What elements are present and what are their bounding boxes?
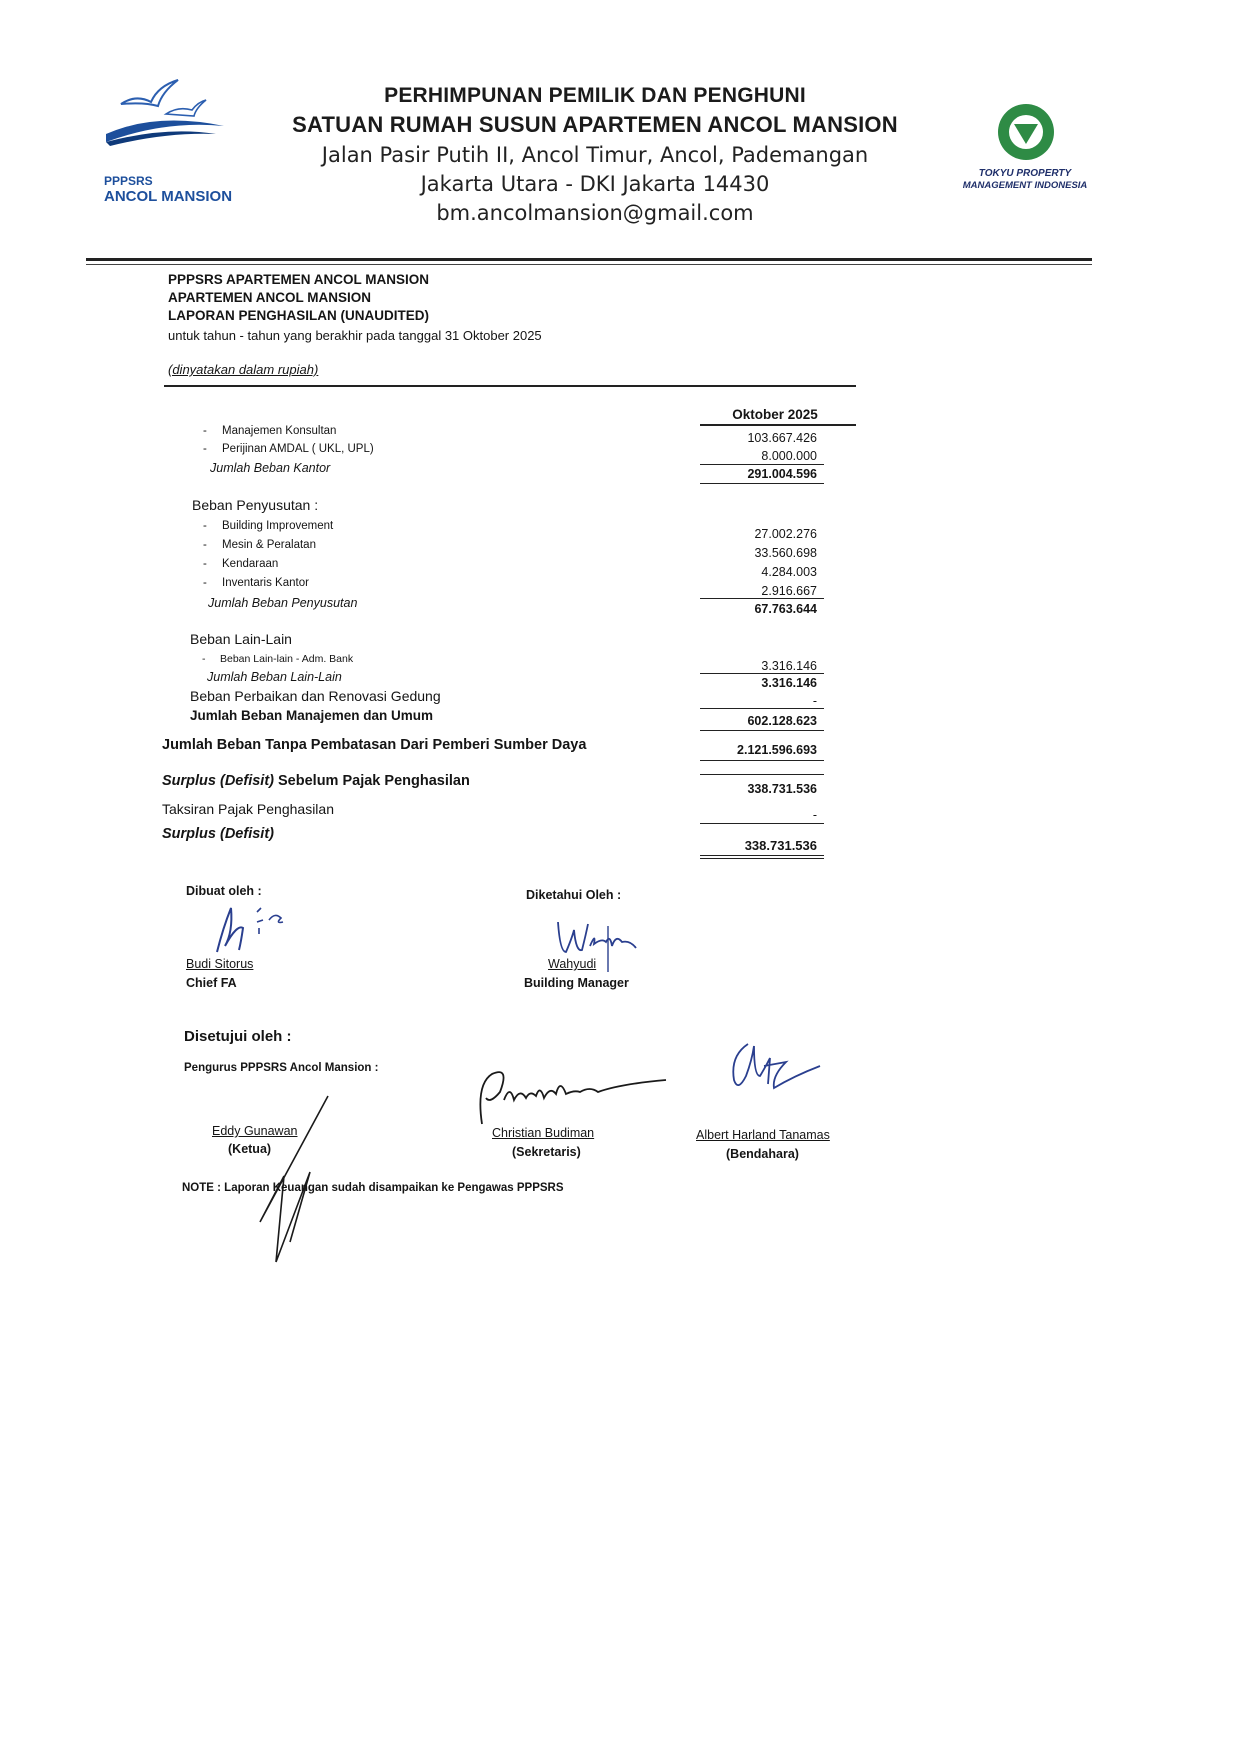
dibuat-role: Chief FA [186, 976, 237, 990]
ancol-mansion-logo [96, 76, 236, 146]
total-label-lain: Jumlah Beban Lain-Lain [207, 670, 342, 684]
dibuat-label: Dibuat oleh : [186, 884, 262, 898]
surplus-sebelum-italic: Surplus (Defisit) [162, 773, 274, 789]
report-title: LAPORAN PENGHASILAN (UNAUDITED) [168, 308, 429, 323]
entity-name-2: APARTEMEN ANCOL MANSION [168, 290, 372, 305]
column-header-rule [700, 424, 856, 426]
bullet: - [202, 653, 206, 665]
tokyu-logo [994, 102, 1058, 166]
line-value: 2.916.667 [761, 584, 817, 598]
line-value: 103.667.426 [747, 431, 817, 445]
line-label: Perijinan AMDAL ( UKL, UPL) [222, 443, 374, 455]
subtotal-rule [700, 673, 824, 674]
surplus-sebelum-pajak-value: 338.731.536 [747, 782, 817, 796]
double-rule-bottom [700, 858, 824, 859]
subtotal-rule [700, 708, 824, 709]
subtotal-rule [700, 730, 824, 731]
diketahui-role: Building Manager [524, 976, 629, 990]
total-value-lain: 3.316.146 [761, 676, 817, 690]
bullet: - [203, 539, 207, 551]
surplus-label: Surplus (Defisit) [162, 826, 274, 842]
line-label: Manajemen Konsultan [222, 425, 337, 437]
bendahara-name: Albert Harland Tanamas [696, 1128, 830, 1142]
section-heading-lain: Beban Lain-Lain [190, 631, 292, 647]
dibuat-name: Budi Sitorus [186, 957, 254, 971]
bird-small-icon [166, 100, 206, 116]
pajak-label: Taksiran Pajak Penghasilan [162, 801, 334, 817]
sekretaris-role: (Sekretaris) [512, 1145, 581, 1159]
note: NOTE : Laporan Keuangan sudah disampaikan ke Pengawas PPPSRS [182, 1182, 564, 1194]
perbaikan-value: - [812, 694, 817, 708]
tanpa-pembatasan-label: Jumlah Beban Tanpa Pembatasan Dari Pemberi Sumber Daya [162, 737, 587, 753]
line-label: Mesin & Peralatan [222, 539, 316, 551]
perbaikan-label: Beban Perbaikan dan Renovasi Gedung [190, 688, 441, 704]
line-value: 33.560.698 [754, 546, 817, 560]
email-address: bm.ancolmansion@gmail.com [436, 201, 754, 225]
manajemen-umum-value: 602.128.623 [747, 714, 817, 728]
surplus-sebelum-rest: Sebelum Pajak Penghasilan [273, 773, 470, 789]
column-header: Oktober 2025 [732, 407, 818, 422]
section-heading-penyusutan: Beban Penyusutan : [192, 497, 319, 513]
bullet: - [203, 520, 207, 532]
bullet: - [203, 558, 207, 570]
subtotal-rule [700, 598, 824, 599]
tanpa-pembatasan-value: 2.121.596.693 [737, 743, 817, 757]
address-line2: Jakarta Utara - DKI Jakarta 14430 [420, 172, 770, 196]
logo-text-ancol: ANCOL MANSION [104, 188, 233, 205]
line-label: Building Improvement [222, 520, 334, 532]
pengurus-label: Pengurus PPPSRS Ancol Mansion : [184, 1062, 379, 1074]
disetujui-label: Disetujui oleh : [184, 1028, 292, 1045]
tokyu-line2: MANAGEMENT INDONESIA [962, 180, 1088, 191]
tokyu-line1: TOKYU PROPERTY [978, 168, 1072, 179]
org-name-line1: PERHIMPUNAN PEMILIK DAN PENGHUNI [384, 84, 806, 107]
line-value: 4.284.003 [761, 565, 817, 579]
total-label-penyusutan: Jumlah Beban Penyusutan [208, 596, 358, 610]
pajak-value: - [812, 808, 817, 822]
signature-budi [205, 898, 295, 958]
line-value: 27.002.276 [754, 527, 817, 541]
letterhead-divider [86, 258, 1092, 261]
manajemen-umum-label: Jumlah Beban Manajemen dan Umum [190, 708, 434, 723]
entity-name-1: PPPSRS APARTEMEN ANCOL MANSION [168, 272, 430, 287]
logo-text-pppsrs: PPPSRS [104, 174, 153, 188]
subtotal-rule [700, 760, 824, 761]
letterhead-divider-thin [86, 264, 1092, 265]
line-value: 8.000.000 [761, 449, 817, 463]
signature-albert [724, 1036, 824, 1106]
total-label-kantor: Jumlah Beban Kantor [210, 461, 331, 475]
subtotal-rule [700, 774, 824, 775]
line-label: Inventaris Kantor [222, 577, 309, 589]
line-value: 3.316.146 [761, 659, 817, 673]
bullet: - [203, 425, 207, 437]
currency-note: (dinyatakan dalam rupiah) [168, 362, 319, 377]
subtotal-rule [700, 823, 824, 824]
address-line1: Jalan Pasir Putih II, Ancol Timur, Ancol, Pademangan [321, 143, 869, 167]
double-rule-top [700, 855, 824, 856]
org-name-line2: SATUAN RUMAH SUSUN APARTEMEN ANCOL MANSION [292, 112, 898, 137]
surplus-value: 338.731.536 [744, 838, 817, 853]
line-label: Beban Lain-lain - Adm. Bank [220, 653, 354, 665]
line-label: Kendaraan [222, 558, 279, 570]
bird-icon [121, 80, 178, 106]
bullet: - [203, 443, 207, 455]
bendahara-role: (Bendahara) [726, 1147, 799, 1161]
ketua-role: (Ketua) [228, 1142, 272, 1156]
total-value-penyusutan: 67.763.644 [754, 602, 817, 616]
signature-christian [470, 1064, 670, 1134]
subtotal-rule [700, 464, 824, 465]
bullet: - [203, 577, 207, 589]
diketahui-label: Diketahui Oleh : [526, 888, 622, 902]
ketua-name: Eddy Gunawan [212, 1124, 298, 1138]
surplus-sebelum-pajak-label [162, 773, 470, 789]
header-rule [164, 385, 856, 387]
sekretaris-name: Christian Budiman [492, 1126, 595, 1140]
diketahui-name: Wahyudi [548, 957, 597, 971]
subtotal-rule [700, 483, 824, 484]
total-value-kantor: 291.004.596 [747, 467, 817, 481]
report-period: untuk tahun - tahun yang berakhir pada tanggal 31 Oktober 2025 [168, 328, 542, 343]
